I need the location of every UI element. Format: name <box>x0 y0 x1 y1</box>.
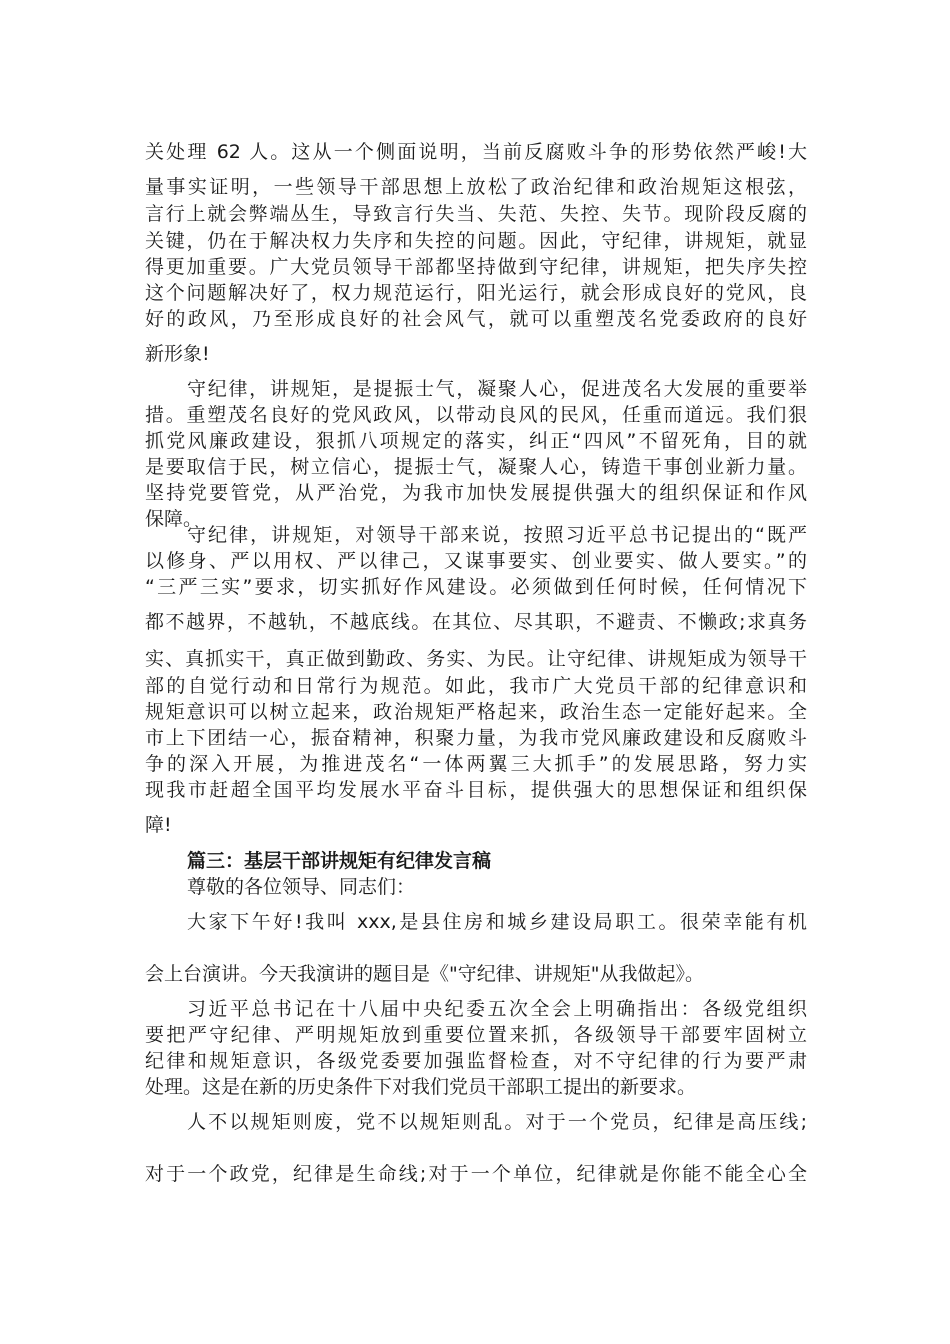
text-line: 以修身、严以用权、严以律己，又谋事要实、创业要实、做人要实。”的 <box>145 550 807 572</box>
paragraph-first-line: 守纪律，讲规矩，对领导干部来说，按照习近平总书记提出的“既严 <box>187 524 807 546</box>
text-line: 是要取信于民，树立信心，提振士气，凝聚人心，铸造干事创业新力量。 <box>145 456 807 478</box>
paragraph-first-line: 习近平总书记在十八届中央纪委五次全会上明确指出：各级党组织 <box>187 998 807 1020</box>
text-line: 言行上就会弊端丛生，导致言行失当、失范、失控、失节。现阶段反腐的 <box>145 203 807 225</box>
text-line: 规矩意识可以树立起来，政治规矩严格起来，政治生态一定能好起来。全 <box>145 701 807 723</box>
paragraph-first-line: 大家下午好!我叫 xxx,是县住房和城乡建设局职工。很荣幸能有机 <box>187 911 807 933</box>
text-line: 关键，仍在于解决权力失序和失控的问题。因此，守纪律，讲规矩，就显 <box>145 230 807 252</box>
text-line: 实、真抓实干，真正做到勤政、务实、为民。让守纪律、讲规矩成为领导干 <box>145 648 807 670</box>
text-line: 坚持党要管党，从严治党，为我市加快发展提供强大的组织保证和作风 <box>145 482 807 504</box>
text-line: 这个问题解决好了，权力规范运行，阳光运行，就会形成良好的党风，良 <box>145 282 807 304</box>
text-line: 好的政风，乃至形成良好的社会风气，就可以重塑茂名党委政府的良好 <box>145 308 807 330</box>
paragraph-first-line: 守纪律，讲规矩，是提振士气，凝聚人心，促进茂名大发展的重要举 <box>187 378 807 400</box>
salutation: 尊敬的各位领导、同志们： <box>187 876 416 898</box>
text-line: 量事实证明，一些领导干部思想上放松了政治纪律和政治规矩这根弦， <box>145 176 807 198</box>
text-line: 处理。这是在新的历史条件下对我们党员干部职工提出的新要求。 <box>145 1076 697 1098</box>
text-line: 都不越界，不越轨，不越底线。在其位、尽其职，不避责、不懒政;求真务 <box>145 611 807 633</box>
text-line: 部的自觉行动和日常行为规范。如此，我市广大党员干部的纪律意识和 <box>145 675 807 697</box>
text-line: 争的深入开展，为推进茂名“一体两翼三大抓手”的发展思路，努力实 <box>145 753 807 775</box>
text-line: 会上台演讲。今天我演讲的题目是《"守纪律、讲规矩"从我做起》。 <box>145 963 704 985</box>
text-line: 措。重塑茂名良好的党风政风，以带动良风的民风，任重而道远。我们狠 <box>145 404 807 426</box>
text-line: 市上下团结一心，振奋精神，积聚力量，为我市党风廉政建设和反腐败斗 <box>145 727 807 749</box>
text-line: 纪律和规矩意识，各级党委要加强监督检查，对不守纪律的行为要严肃 <box>145 1050 807 1072</box>
text-line: 得更加重要。广大党员领导干部都坚持做到守纪律，讲规矩，把失序失控 <box>145 256 807 278</box>
text-line: 保障。 <box>145 508 203 530</box>
text-line: 现我市赶超全国平均发展水平奋斗目标，提供强大的思想保证和组织保 <box>145 779 807 801</box>
text-line: 要把严守纪律、严明规矩放到重要位置来抓，各级领导干部要牢固树立 <box>145 1024 807 1046</box>
text-line: 障! <box>145 814 172 836</box>
text-line: 抓党风廉政建设，狠抓八项规定的落实，纠正“四风”不留死角，目的就 <box>145 430 807 452</box>
text-line: 对于一个政党，纪律是生命线;对于一个单位，纪律就是你能不能全心全 <box>145 1163 807 1185</box>
text-line: “三严三实”要求，切实抓好作风建设。必须做到任何时候，任何情况下 <box>145 576 807 598</box>
text-line: 关处理 62 人。这从一个侧面说明，当前反腐败斗争的形势依然严峻!大 <box>145 141 807 163</box>
section-heading: 篇三：基层干部讲规矩有纪律发言稿 <box>187 850 492 872</box>
text-line: 新形象! <box>145 343 210 365</box>
paragraph-first-line: 人不以规矩则废，党不以规矩则乱。对于一个党员，纪律是高压线; <box>187 1111 807 1133</box>
